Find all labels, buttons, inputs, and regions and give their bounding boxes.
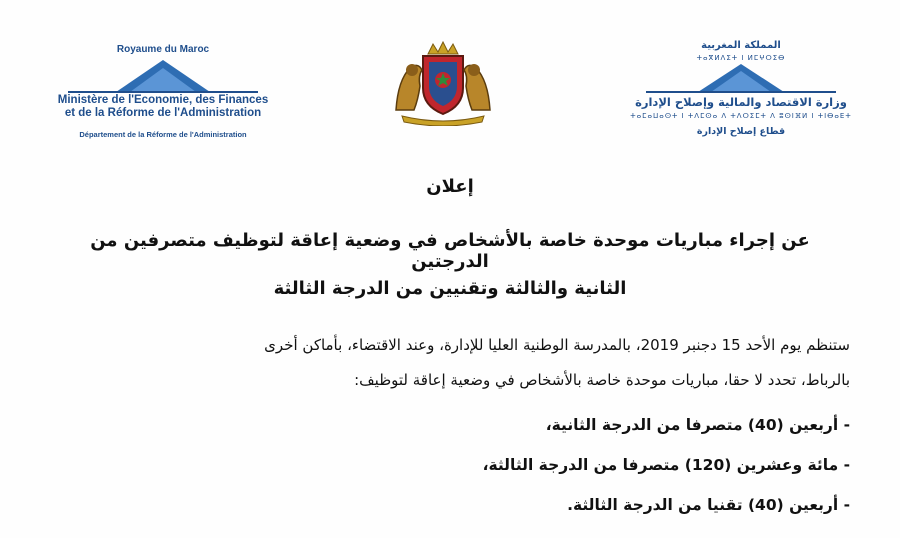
announcement-subtitle-line1: عن إجراء مباريات موحدة خاصة بالأشخاص في وضعية إعاقة لتوظيف متصرفين من الدرجتين <box>90 230 810 272</box>
ministry-triangle-logo-icon <box>626 62 856 94</box>
list-item: - أربعين (40) تقنيا من الدرجة الثالثة. <box>567 496 850 514</box>
announcement-subtitle-line2: الثانية والثالثة وتقنيين من الدرجة الثالثة <box>273 278 627 299</box>
kingdom-label-tifinagh: ⵜⴰⴳⵍⴷⵉⵜ ⵏ ⵍⵎⵖⵔⵉⴱ <box>696 54 786 62</box>
ministry-logo-french <box>48 44 278 144</box>
ministry-name-ar: وزارة الاقتصاد والمالية وإصلاح الإدارة <box>635 95 847 109</box>
ministry-logo-arabic <box>626 40 856 148</box>
department-label-ar: قطاع إصلاح الإدارة <box>696 126 786 137</box>
announcement-title: إعلان <box>426 176 474 197</box>
list-item: - أربعين (40) متصرفا من الدرجة الثانية، <box>545 416 850 434</box>
list-item: - مائة وعشرين (120) متصرفا من الدرجة الثالثة، <box>482 456 850 474</box>
department-label-fr: Département de la Réforme de l'Administration <box>79 130 247 139</box>
ministry-name-tifinagh: ⵜⴰⵎⴰⵡⴰⵙⵜ ⵏ ⵜⴷⵎⵙⴰ ⴷ ⵜⴷⵔⵉⵎⵜ ⴷ ⵓⵙⵏⴼⵍ ⵏ ⵜⵏⴱⴰⴹⵜ <box>630 112 852 120</box>
kingdom-label-fr: Royaume du Maroc <box>116 44 210 55</box>
moroccan-coat-of-arms-icon <box>388 40 498 126</box>
ministry-triangle-logo-icon <box>48 58 278 94</box>
announcement-paragraph-line2: بالرباط، تحدد لا حقا، مباريات موحدة خاصة بالأشخاص في وضعية إعاقة لتوظيف: <box>354 371 850 389</box>
kingdom-label-ar: المملكة المغربية <box>701 40 781 51</box>
ministry-name-fr-line2: et de la Réforme de l'Administration <box>64 107 262 119</box>
announcement-paragraph-line1: ستنظم يوم الأحد 15 دجنبر 2019، بالمدرسة الوطنية العليا للإدارة، وعند الاقتضاء، بأماكن أخرى <box>264 336 850 354</box>
ministry-name-fr-line1: Ministère de l'Economie, des Finances <box>57 94 269 106</box>
